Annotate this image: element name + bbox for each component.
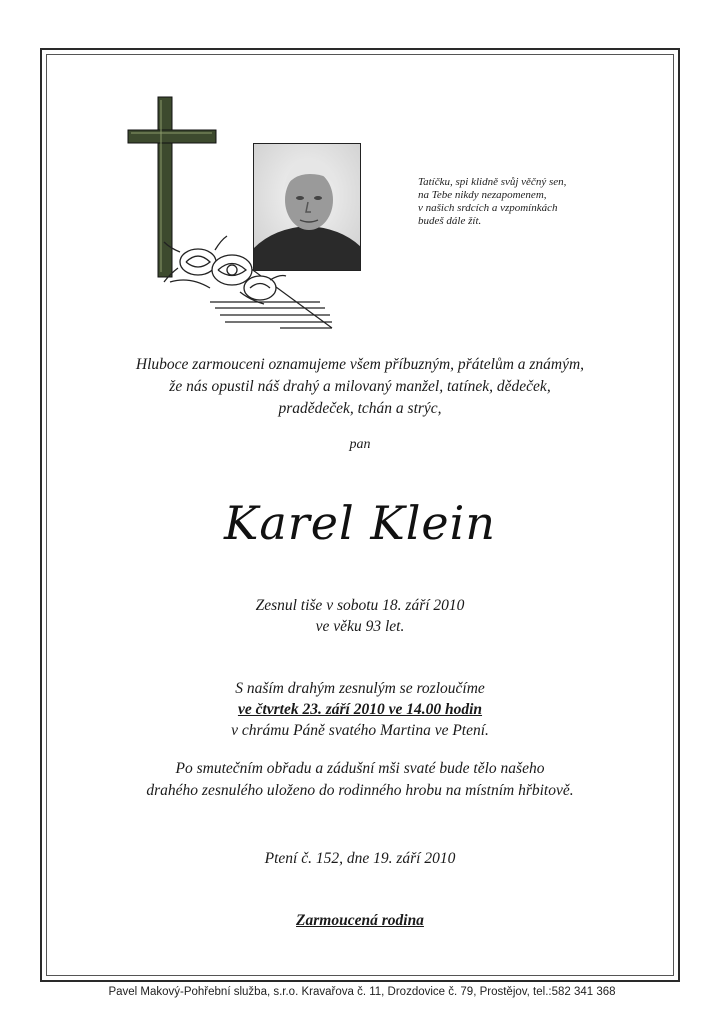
death-info (46, 595, 674, 637)
announcement-line: Hluboce zarmouceni oznamujeme všem příbuzným, přátelům a známým, (135, 356, 585, 373)
burial-info (46, 758, 674, 802)
funeral-service-footer: Pavel Makový-Pohřební služba, s.r.o. Kravařova č. 11, Drozdovice č. 79, Prostějov, tel.:582 341 368 (108, 986, 616, 998)
poem-verse (418, 176, 618, 228)
farewell-location: v chrámu Páně svatého Martina ve Ptení. (231, 722, 489, 739)
portrait-photo (253, 143, 361, 271)
farewell-datetime: ve čtvrtek 23. září 2010 ve 14.00 hodin (237, 701, 483, 718)
announcement-line: že nás opustil náš drahý a milovaný manžel, tatínek, dědeček, (169, 378, 551, 395)
deceased-name: Karel Klein (224, 496, 496, 550)
poem-line: na Tebe nikdy nezapomenem, (418, 189, 547, 201)
poem-line: v našich srdcích a vzpomínkách (418, 202, 558, 214)
farewell-intro: S naším drahým zesnulým se rozloučíme (235, 680, 485, 697)
salutation: pan (349, 437, 371, 452)
burial-line: drahého zesnulého uloženo do rodinného hrobu na místním hřbitově. (146, 782, 574, 799)
signature: Zarmoucená rodina (296, 912, 424, 929)
farewell-info (46, 678, 674, 741)
poem-line: Tatíčku, spi klidně svůj věčný sen, (418, 176, 567, 188)
death-date: Zesnul tiše v sobotu 18. září 2010 (255, 597, 465, 614)
poem-line: budeš dále žít. (418, 215, 482, 227)
announcement-line: pradědeček, tchán a strýc, (278, 400, 442, 417)
announcement-text (46, 354, 674, 420)
burial-line: Po smutečním obřadu a zádušní mši svaté bude tělo našeho (175, 760, 545, 777)
place-and-date: Ptení č. 152, dne 19. září 2010 (264, 850, 456, 867)
death-age: ve věku 93 let. (315, 618, 405, 635)
